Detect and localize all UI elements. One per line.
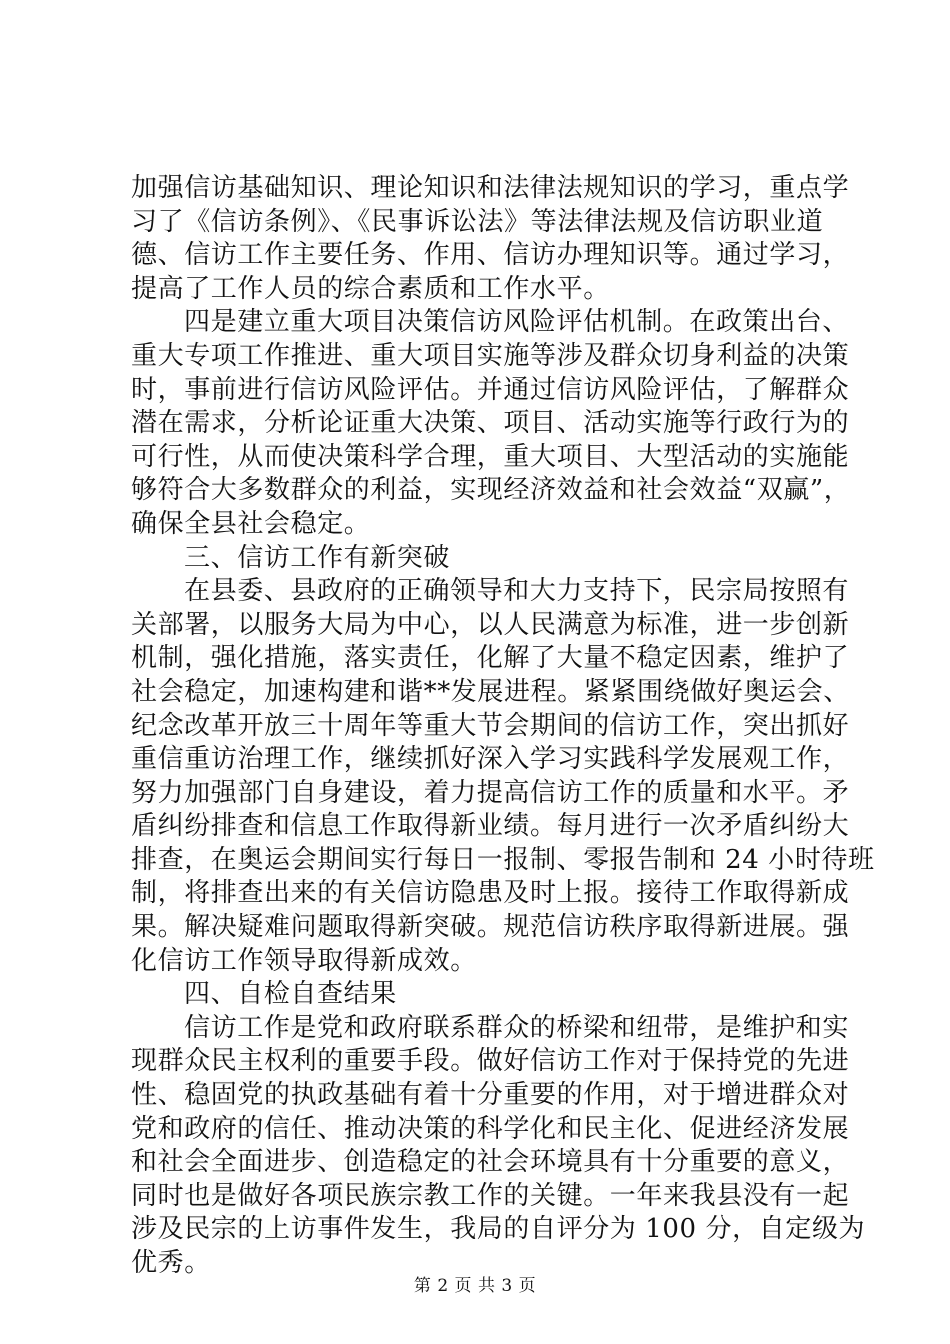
text-line: 三、信访工作有新突破	[184, 542, 451, 573]
text-line: 果。解决疑难问题取得新突破。规范信访秩序取得新进展。强	[131, 912, 850, 943]
text-line: 信访工作是党和政府联系群众的桥梁和纽带，是维护和实	[184, 1012, 850, 1043]
text-line: 党和政府的信任、推动决策的科学化和民主化、促进经济发展	[131, 1113, 850, 1144]
text-line: 社会稳定，加速构建和谐**发展进程。紧紧围绕做好奥运会、	[131, 676, 850, 707]
text-line: 化信访工作领导取得新成效。	[131, 945, 477, 976]
text-line: 习了《信访条例》、《民事诉讼法》等法律法规及信访职业道	[131, 206, 824, 237]
text-line: 时，事前进行信访风险评估。并通过信访风险评估，了解群众	[131, 374, 850, 405]
text-line: 可行性，从而使决策科学合理，重大项目、大型活动的实施能	[131, 441, 850, 472]
document-body	[131, 172, 875, 1281]
text-line: 优秀。	[131, 1248, 211, 1278]
text-line: 纪念改革开放三十周年等重大节会期间的信访工作，突出抓好	[131, 710, 850, 741]
text-line: 和社会全面进步、创造稳定的社会环境具有十分重要的意义，	[131, 1147, 850, 1178]
text-line: 四是建立重大项目决策信访风险评估机制。在政策出台、	[184, 307, 850, 338]
page-footer: 第 2 页 共 3 页	[413, 1276, 537, 1296]
text-line: 涉及民宗的上访事件发生，我局的自评分为 100 分，自定级为	[131, 1214, 866, 1245]
text-line: 确保全县社会稳定。	[131, 508, 371, 539]
text-line: 提高了工作人员的综合素质和工作水平。	[131, 273, 610, 304]
text-line: 重信重访治理工作，继续抓好深入学习实践科学发展观工作，	[131, 744, 850, 775]
text-line: 关部署，以服务大局为中心，以人民满意为标准，进一步创新	[131, 609, 850, 640]
text-line: 盾纠纷排查和信息工作取得新业绩。每月进行一次矛盾纠纷大	[131, 811, 850, 842]
text-line: 在县委、县政府的正确领导和大力支持下，民宗局按照有	[184, 576, 850, 607]
text-line: 四、自检自查结果	[184, 979, 397, 1010]
text-line: 潜在需求，分析论证重大决策、项目、活动实施等行政行为的	[131, 408, 850, 439]
text-line: 重大专项工作推进、重大项目实施等涉及群众切身利益的决策	[131, 340, 850, 371]
text-line: 现群众民主权利的重要手段。做好信访工作对于保持党的先进	[131, 1046, 850, 1077]
text-line: 德、信访工作主要任务、作用、信访办理知识等。通过学习，	[131, 240, 850, 271]
text-line: 性、稳固党的执政基础有着十分重要的作用，对于增进群众对	[131, 1080, 850, 1111]
text-line: 同时也是做好各项民族宗教工作的关键。一年来我县没有一起	[131, 1180, 850, 1211]
text-line: 制，将排查出来的有关信访隐患及时上报。接待工作取得新成	[131, 878, 850, 909]
text-line: 加强信访基础知识、理论知识和法律法规知识的学习，重点学	[131, 173, 850, 203]
text-line: 机制，强化措施，落实责任，化解了大量不稳定因素，维护了	[131, 643, 850, 674]
text-line: 排查，在奥运会期间实行每日一报制、零报告制和 24 小时待班	[131, 844, 875, 875]
text-line: 够符合大多数群众的利益，实现经济效益和社会效益“双赢”，	[131, 475, 851, 506]
text-line: 努力加强部门自身建设，着力提高信访工作的质量和水平。矛	[131, 777, 850, 808]
